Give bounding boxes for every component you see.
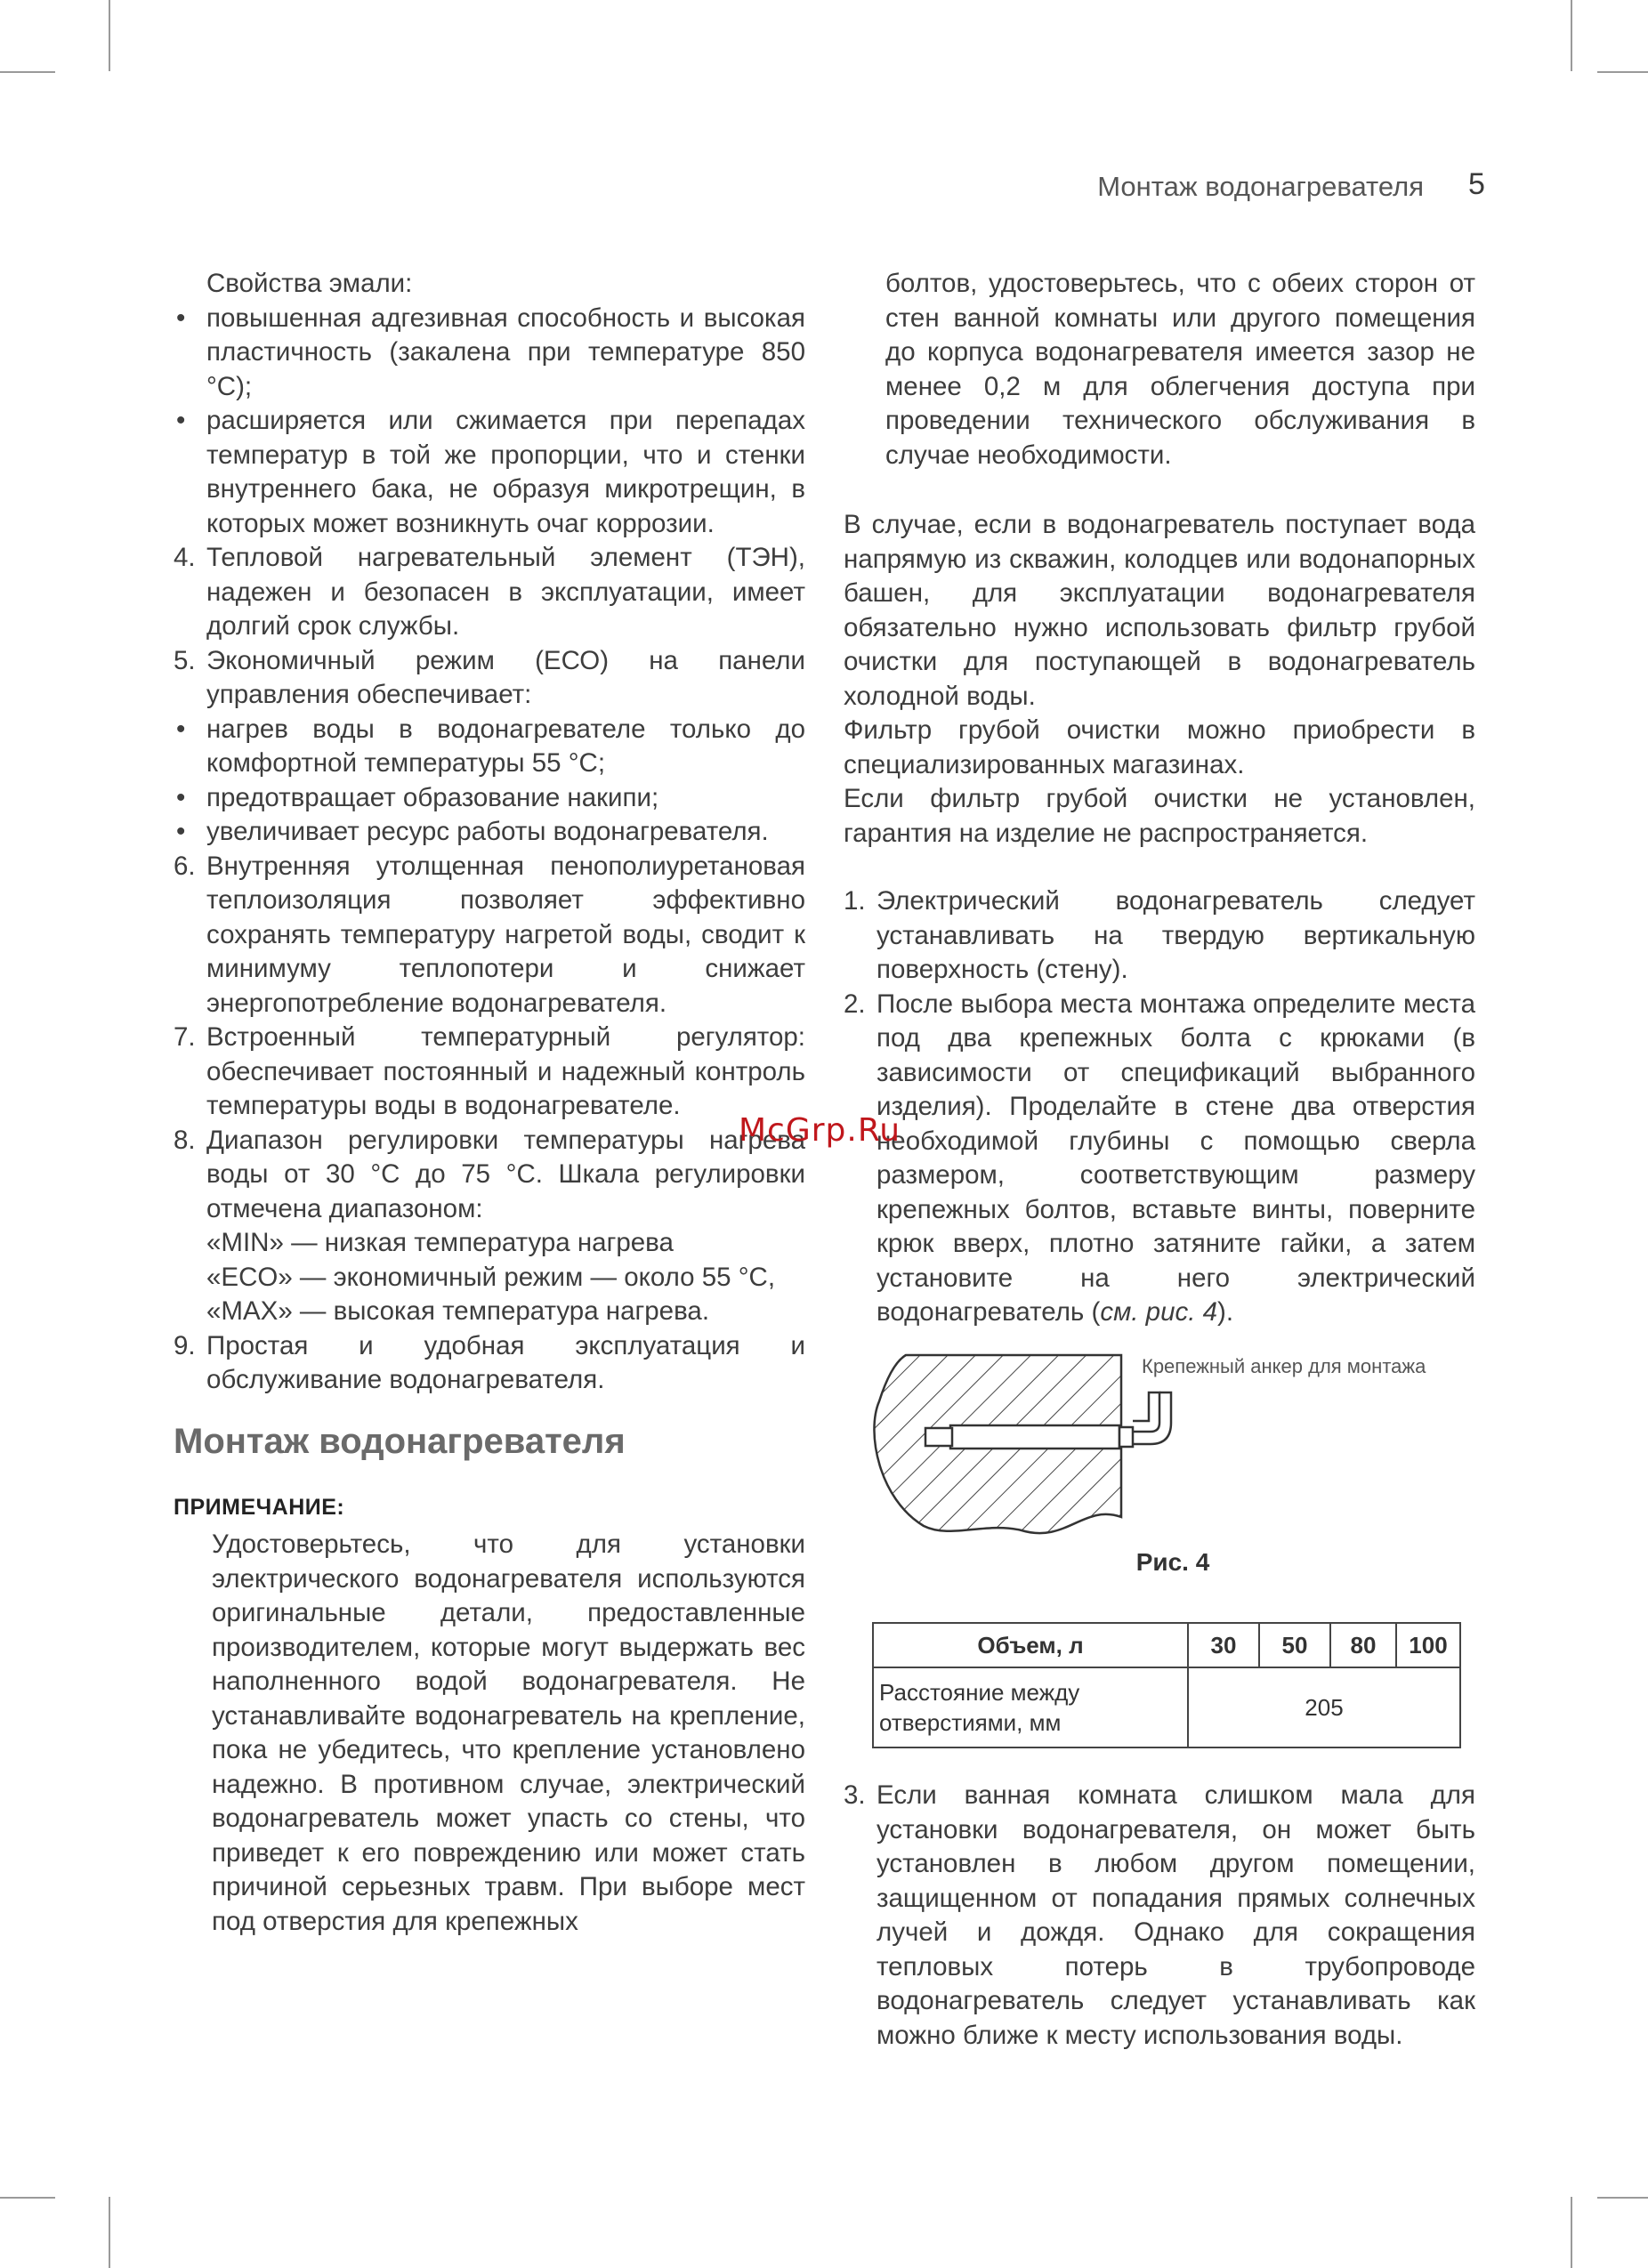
list-item-text: Экономичный режим (ЕСО) на панели управления обеспечивает: bbox=[206, 645, 805, 709]
list-item-text: Встроенный температурный регулятор: обеспечивает постоянный и надежный контроль температуры воды в водонагревателе. bbox=[206, 1022, 805, 1120]
list-item-5 bbox=[174, 644, 805, 713]
list-number: 9. bbox=[174, 1330, 196, 1360]
note-continued: болтов, удостоверьтесь, что с обеих сторон от стен ванной комнаты или другого помещения до корпуса водонагревателя имеется зазор не менее 0,2 м для облегчения доступа при проведении технического обслуживания в случае необходимости. bbox=[885, 269, 1475, 470]
filter-paragraph-1: В случае, если в водонагреватель поступает вода напрямую из скважин, колодцев или водонапорных башен, для эксплуатации водонагревателя обязательно нужно использовать фильтр грубой очистки для поступающей в водонагреватель холодной воды. bbox=[844, 510, 1475, 711]
figure-reference: см. рис. 4 bbox=[1100, 1297, 1218, 1327]
crop-mark-right-bottom bbox=[1597, 2197, 1648, 2199]
eco-bullet-text: увеличивает ресурс работы водонагревателя. bbox=[206, 817, 769, 846]
note-text: Удостоверьтесь, что для установки электрического водонагревателя используются оригинальные детали, предоставленные производителем, которые могут выдержать вес наполненного водой водонагревателя. Не устанавливайте водонагреватель на крепление, пока не убедитесь, что крепление установлено надежно. В противном случае, электрический водонагреватель может упасть со стены, что приведет к его повреждению или может стать причиной серьезных травм. При выборе мест под отверстия для крепежных bbox=[212, 1529, 805, 1936]
eco-bullet bbox=[174, 781, 805, 816]
table-header-volume: Объем, л bbox=[873, 1623, 1188, 1667]
enamel-bullet bbox=[174, 302, 805, 405]
list-number: 4. bbox=[174, 543, 196, 572]
crop-mark-top-left bbox=[109, 0, 110, 71]
crop-mark-left-bottom bbox=[0, 2197, 55, 2199]
enamel-bullet-text: повышенная адгезивная способность и высокая пластичность (закалена при температуре 850 °С); bbox=[206, 303, 805, 401]
anchor-figure bbox=[844, 1348, 1475, 1535]
list-item-text: Тепловой нагревательный элемент (ТЭН), надежен и безопасен в эксплуатации, имеет долгий срок службы. bbox=[206, 543, 805, 641]
list-item-6 bbox=[174, 850, 805, 1021]
table-row bbox=[873, 1667, 1460, 1747]
bullet-icon: • bbox=[176, 714, 186, 744]
eco-bullet bbox=[174, 815, 805, 850]
bullet-icon: • bbox=[176, 406, 186, 435]
list-item-text: После выбора места монтажа определите места под два крепежных болта с крюками (в зависимости от спецификаций выбранного изделия). Проделайте в стене два отверстия необходимой глубины с помощью сверла размером, соответствующим размеру крепежных болтов, вставьте винты, поверните крюк вверх, плотно затяните гайки, а затем установите на него электрический водонагреватель ( bbox=[877, 989, 1475, 1327]
list-number: 3. bbox=[844, 1780, 866, 1810]
bullet-icon: • bbox=[176, 782, 186, 812]
enamel-title: Свойства эмали: bbox=[206, 269, 413, 298]
filter-paragraph-3: Если фильтр грубой очистки не установлен, гарантия на изделие не распространяется. bbox=[844, 784, 1475, 848]
step-3 bbox=[844, 1779, 1475, 2053]
step-1 bbox=[844, 884, 1475, 988]
table-row-label: Расстояние между отверстиями, мм bbox=[873, 1667, 1188, 1747]
crop-mark-left-top bbox=[0, 71, 55, 73]
spec-table bbox=[872, 1622, 1461, 1748]
list-number: 5. bbox=[174, 645, 196, 675]
crop-mark-right-top bbox=[1597, 71, 1648, 73]
bullet-icon: • bbox=[176, 817, 186, 846]
list-item-text: Внутренняя утолщенная пенополиуретановая теплоизоляция позволяет эффективно сохранять температуру нагретой воды, сводит к минимуму теплопотери и снижает энергопотребление водонагревателя. bbox=[206, 851, 805, 1018]
enamel-bullet-text: расширяется или сжимается при перепадах температур в той же пропорции, что и стенки внутреннего бака, не образуя микротрещин, в которых может возникнуть очаг коррозии. bbox=[206, 406, 805, 538]
list-item-8 bbox=[174, 1124, 805, 1329]
bullet-icon: • bbox=[176, 303, 186, 333]
crop-mark-bottom-left bbox=[109, 2197, 110, 2268]
list-number: 8. bbox=[174, 1125, 196, 1155]
table-header-cell: 100 bbox=[1396, 1623, 1460, 1667]
reference-close: ). bbox=[1217, 1297, 1234, 1327]
list-item-text: Простая и удобная эксплуатация и обслуживание водонагревателя. bbox=[206, 1330, 805, 1394]
eco-bullet bbox=[174, 713, 805, 781]
eco-bullet-text: предотвращает образование накипи; bbox=[206, 782, 659, 812]
list-item-text: Если ванная комната слишком мала для установки водонагревателя, он может быть установлен в любом другом помещении, защищенном от попадания прямых солнечных лучей и дождя. Однако для сокращения тепловых потерь в трубопроводе водонагреватель следует устанавливать как можно ближе к месту использования воды. bbox=[877, 1780, 1475, 2050]
list-number: 2. bbox=[844, 989, 866, 1019]
anchor-label: Крепежный анкер для монтажа bbox=[1142, 1354, 1426, 1377]
table-row-value: 205 bbox=[1188, 1667, 1460, 1747]
filter-paragraph-2: Фильтр грубой очистки можно приобрести в специализированных магазинах. bbox=[844, 715, 1475, 779]
crop-mark-bottom-right bbox=[1571, 2197, 1572, 2268]
list-item-7 bbox=[174, 1021, 805, 1124]
eco-bullet-text: нагрев воды в водонагревателе только до комфортной температуры 55 °С; bbox=[206, 714, 805, 778]
scale-max-line: «MAX» — высокая температура нагрева. bbox=[206, 1296, 710, 1326]
figure-caption: Рис. 4 bbox=[1135, 1547, 1210, 1576]
running-header-title: Монтаж водонагревателя bbox=[1097, 171, 1424, 202]
list-number: 1. bbox=[844, 886, 866, 916]
scale-eco-line: «ECO» — экономичный режим — около 55 °С, bbox=[206, 1262, 776, 1292]
step-2 bbox=[844, 988, 1475, 1330]
crop-mark-top-right bbox=[1571, 0, 1572, 71]
section-title: Монтаж водонагревателя bbox=[174, 1421, 626, 1461]
table-header-row bbox=[873, 1623, 1460, 1667]
enamel-bullet bbox=[174, 404, 805, 541]
page-number: 5 bbox=[1468, 167, 1485, 201]
table-header-cell: 30 bbox=[1188, 1623, 1259, 1667]
table-header-cell: 80 bbox=[1330, 1623, 1396, 1667]
watermark: McGrp.Ru bbox=[739, 1112, 901, 1149]
scale-min-line: «MIN» — низкая температура нагрева bbox=[206, 1228, 674, 1257]
right-column bbox=[844, 267, 1475, 2053]
list-number: 7. bbox=[174, 1022, 196, 1052]
list-item-9 bbox=[174, 1329, 805, 1398]
list-item-text: Диапазон регулировки температуры нагрева воды от 30 °С до 75 °С. Шкала регулировки отмечена диапазоном: bbox=[206, 1125, 805, 1223]
list-number: 6. bbox=[174, 851, 196, 881]
list-item-4 bbox=[174, 541, 805, 644]
table-header-cell: 50 bbox=[1259, 1623, 1330, 1667]
list-item-text: Электрический водонагреватель следует устанавливать на твердую вертикальную поверхность (стену). bbox=[877, 886, 1475, 984]
left-column bbox=[174, 267, 805, 1939]
note-label: ПРИМЕЧАНИЕ: bbox=[174, 1494, 345, 1520]
